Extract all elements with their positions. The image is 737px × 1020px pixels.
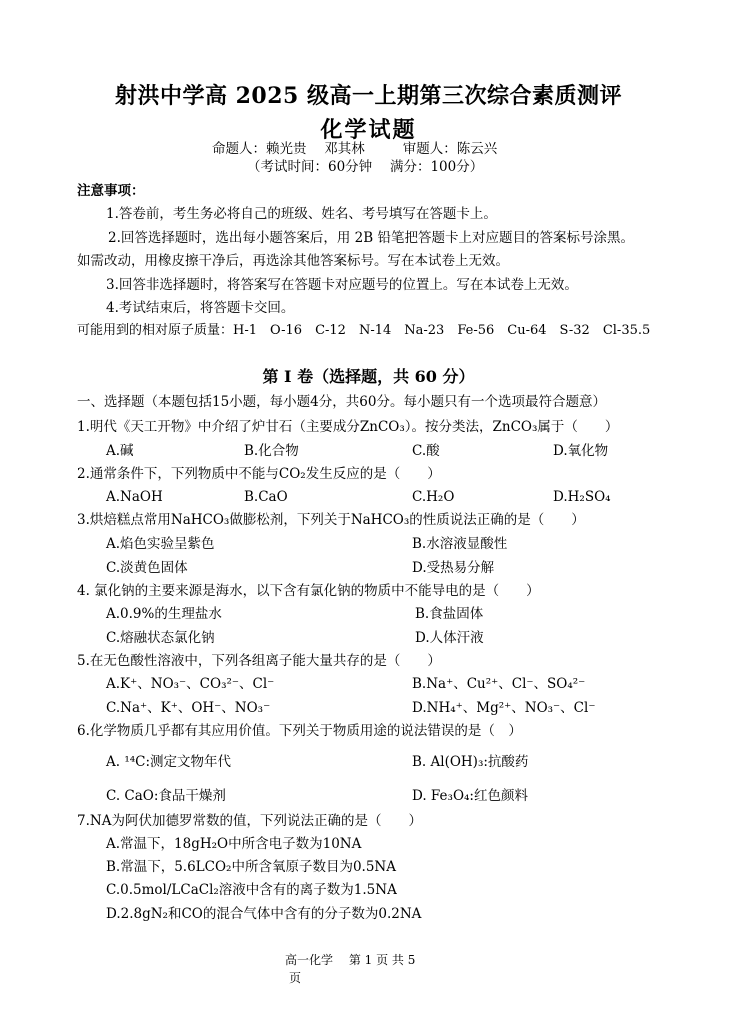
option-d: D. Fe₃O₄:红色颜料 xyxy=(412,788,528,804)
option-a: A.K⁺、NO₃⁻、CO₃²⁻、Cl⁻ xyxy=(106,676,275,692)
question-stem: 3.烘焙糕点常用NaHCO₃做膨松剂，下列关于NaHCO₃的性质说法正确的是（ ） xyxy=(77,512,585,528)
option-a: A.碱 xyxy=(106,443,134,459)
setters-label: 命题人： xyxy=(212,141,266,157)
note-item: 如需改动，用橡皮擦干净后，再选涂其他答案标号。写在本试卷上无效。 xyxy=(77,253,509,269)
option-d: D.人体汗液 xyxy=(415,630,484,646)
atomic-masses: 可能用到的相对原子质量：H-1 O-16 C-12 N-14 Na-23 Fe-56 Cu-64 S-32 Cl-35.5 xyxy=(77,323,651,338)
option-c: C.0.5mol/LCaCl₂溶液中含有的离子数为1.5NA xyxy=(106,882,397,898)
option-a: A.焰色实验呈紫色 xyxy=(106,536,215,552)
reviewer-name: 陈云兴 xyxy=(456,141,498,157)
option-b: B.常温下，5.6LCO₂中所含氧原子数目为0.5NA xyxy=(106,859,396,875)
note-item: 2.回答选择题时，选出每小题答案后，用 2B 铅笔把答题卡上对应题目的答案标号涂黑。 xyxy=(108,230,634,246)
question-stem: 4. 氯化钠的主要来源是海水，以下含有氯化钠的物质中不能导电的是（ ） xyxy=(77,583,540,599)
option-d: D.NH₄⁺、Mg²⁺、NO₃⁻、Cl⁻ xyxy=(412,700,596,716)
section-heading: 第 I 卷（选择题，共 60 分） xyxy=(262,367,475,386)
notes-heading: 注意事项： xyxy=(77,183,145,199)
page-footer-wrap: 页 xyxy=(289,971,302,985)
option-d: D.H₂SO₄ xyxy=(553,489,611,505)
option-c: C.H₂O xyxy=(412,489,455,505)
option-a: A.NaOH xyxy=(106,489,163,505)
option-a: A. ¹⁴C:测定文物年代 xyxy=(106,754,232,770)
note-item: 3.回答非选择题时，将答案写在答题卡对应题号的位置上。写在本试卷上无效。 xyxy=(106,277,578,293)
exam-info: （考试时间：60分钟 满分：100分） xyxy=(247,159,484,175)
section-instructions: 一、选择题（本题包括15小题，每小题4分，共60分。每小题只有一个选项最符合题意） xyxy=(77,394,606,410)
page-footer: 高一化学 第 1 页 共 5 xyxy=(285,953,416,967)
option-b: B.食盐固体 xyxy=(415,606,484,622)
option-a: A.常温下，18gH₂O中所含电子数为10NA xyxy=(106,836,362,852)
question-stem: 7.NA为阿伏加德罗常数的值，下列说法正确的是（ ） xyxy=(77,813,422,829)
question-stem: 5.在无色酸性溶液中，下列各组离子能大量共存的是（ ） xyxy=(77,653,441,669)
option-c: C.淡黄色固体 xyxy=(106,560,188,576)
option-c: C.Na⁺、K⁺、OH⁻、NO₃⁻ xyxy=(106,700,271,716)
exam-title: 射洪中学高 2025 级高一上期第三次综合素质测评 xyxy=(114,83,623,109)
exam-subject-title: 化学试题 xyxy=(320,117,417,143)
note-item: 4.考试结束后，将答题卡交回。 xyxy=(106,300,295,316)
question-stem: 6.化学物质几乎都有其应用价值。下列关于物质用途的说法错误的是（ ） xyxy=(77,723,522,739)
setters-names: 赖光贵 邓其林 xyxy=(266,141,365,157)
question-stem: 1.明代《天工开物》中介绍了炉甘石（主要成分ZnCO₃）。按分类法，ZnCO₃属于（ ） xyxy=(77,419,619,435)
option-d: D.氧化物 xyxy=(553,443,609,459)
question-stem: 2.通常条件下，下列物质中不能与CO₂发生反应的是（ ） xyxy=(77,466,441,482)
option-d: D.2.8gN₂和CO的混合气体中含有的分子数为0.2NA xyxy=(106,906,422,922)
option-c: C.熔融状态氯化钠 xyxy=(106,630,215,646)
option-b: B. Al(OH)₃:抗酸药 xyxy=(412,754,529,770)
option-c: C. CaO:食品干燥剂 xyxy=(106,788,226,804)
setters-line xyxy=(212,140,497,158)
note-item: 1.答卷前，考生务必将自己的班级、姓名、考号填写在答题卡上。 xyxy=(106,206,497,222)
option-b: B.CaO xyxy=(244,489,288,505)
option-c: C.酸 xyxy=(412,443,440,459)
option-b: B.化合物 xyxy=(244,443,299,459)
option-b: B.Na⁺、Cu²⁺、Cl⁻、SO₄²⁻ xyxy=(412,676,586,692)
option-b: B.水溶液显酸性 xyxy=(412,536,508,552)
reviewer-label: 审题人： xyxy=(402,141,457,157)
option-d: D.受热易分解 xyxy=(412,560,495,576)
option-a: A.0.9%的生理盐水 xyxy=(106,606,222,622)
